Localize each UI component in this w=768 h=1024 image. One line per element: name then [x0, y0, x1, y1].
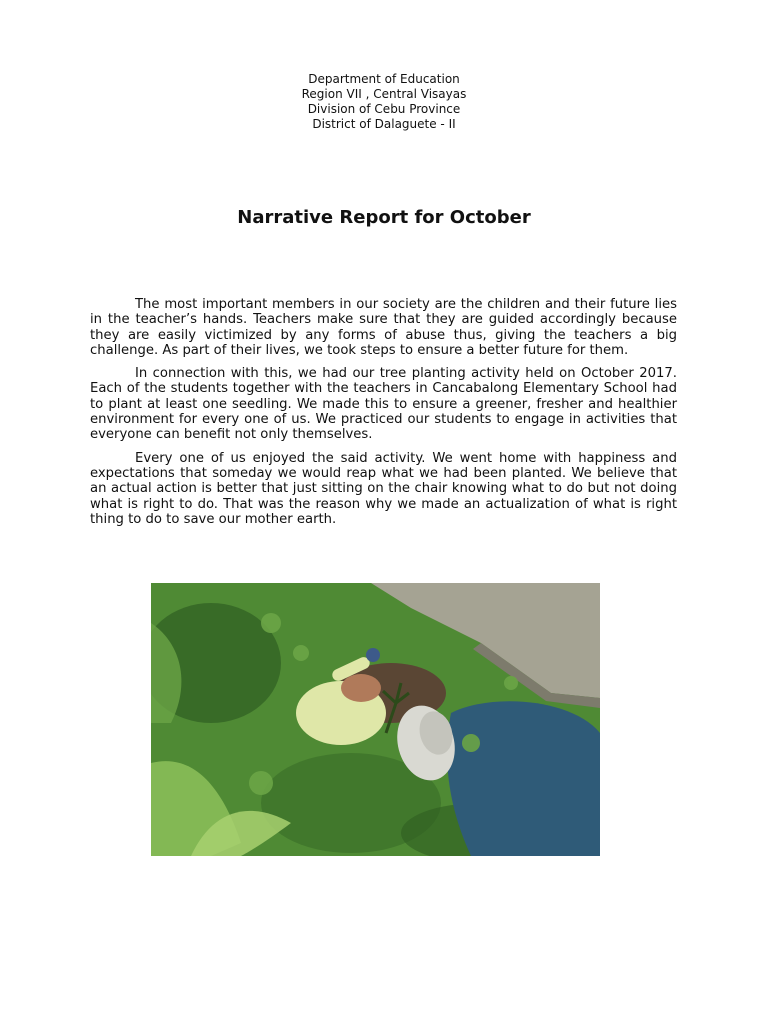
- header-line-district: District of Dalaguete - II: [312, 117, 456, 131]
- paragraph-2: In connection with this, we had our tree planting activity held on October 2017. Each of the students together with the teachers in Cancabalong Elementary School had to plant at least one seedling. We made this to ensure a greener, fresher and healthier environment for every one of us. We practiced our students to engage in activities that everyone can benefit not only themselves.: [90, 366, 677, 443]
- header-line-division: Division of Cebu Province: [307, 102, 461, 116]
- header-line-department: Department of Education: [308, 72, 460, 86]
- tree-planting-photo: [151, 583, 600, 856]
- header-line-region: Region VII , Central Visayas: [301, 87, 467, 101]
- report-title: Narrative Report for October: [237, 207, 531, 228]
- paragraph-3: Every one of us enjoyed the said activity. We went home with happiness and expectations that someday we would reap what we had been planted. We believe that an actual action is better that just sitting on the chair knowing what to do but not doing what is right to do. That was the reason why we made an actualization of what is right thing to do to save our mother earth.: [90, 450, 677, 527]
- document-header: [0, 72, 768, 132]
- tree-planting-photo-illustration: [151, 583, 600, 856]
- report-body: [90, 297, 677, 535]
- teacher-blue-shirt: [447, 701, 600, 856]
- paragraph-1: The most important members in our society are the children and their future lies in the teacher’s hands. Teachers make sure that they are guided accordingly because they are easily victimized by any forms of abuse thus, giving the teachers a big challenge. As part of their lives, we took steps to ensure a better future for them.: [90, 297, 677, 358]
